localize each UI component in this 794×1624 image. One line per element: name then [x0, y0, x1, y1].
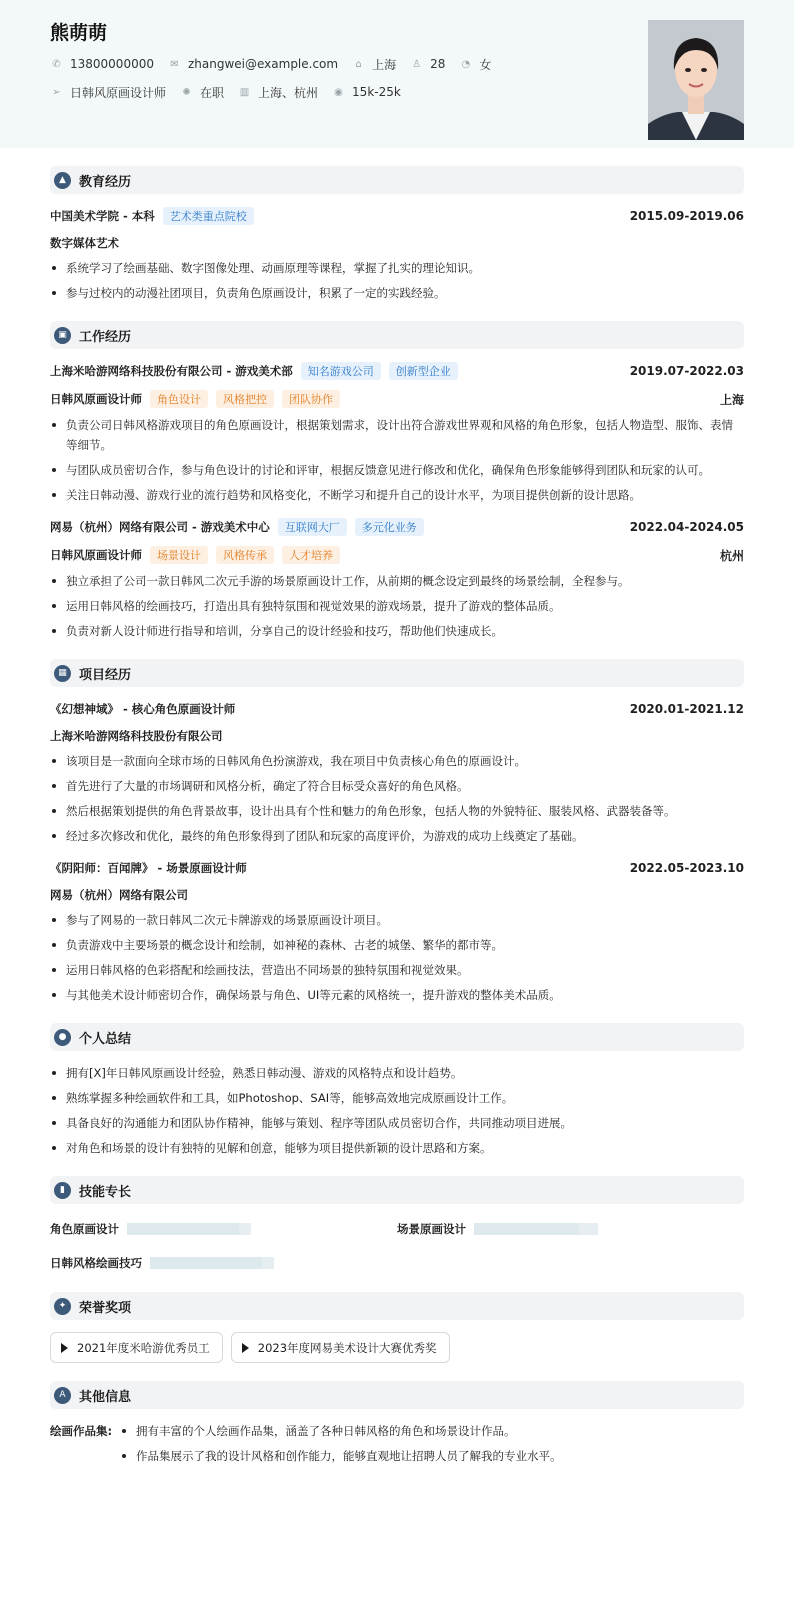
role: 日韩风原画设计师: [50, 392, 142, 406]
section-title: 技能专长: [79, 1184, 132, 1200]
list-item: 该项目是一款面向全球市场的日韩风角色扮演游戏，我在项目中负责核心角色的原画设计。: [50, 751, 744, 771]
school: 中国美术学院 - 本科: [50, 209, 155, 223]
gender-icon: ◔: [461, 58, 471, 70]
company-tag: 知名游戏公司: [301, 362, 381, 380]
candidate-name: 熊萌萌: [50, 22, 108, 44]
profile-photo: [648, 20, 744, 140]
list-item: 具备良好的沟通能力和团队协作精神，能够与策划、程序等团队成员密切合作，共同推动项目进展。: [50, 1113, 744, 1133]
phone: 13800000000: [70, 57, 154, 71]
summary-list: [50, 1063, 744, 1158]
company: 网易（杭州）网络有限公司 - 游戏美术中心: [50, 520, 270, 534]
list-item: 与团队成员密切合作，参与角色设计的讨论和评审，根据反馈意见进行修改和优化，确保角色形象能够得到团队和玩家的认可。: [50, 460, 744, 480]
list-item: 负责对新人设计师进行指导和培训，分享自己的设计经验和技巧，帮助他们快速成长。: [50, 621, 744, 641]
company-tag: 互联网大厂: [278, 518, 347, 536]
skill-item: [50, 1218, 397, 1240]
other-info: [50, 1421, 744, 1471]
project-company: 网易（杭州）网络有限公司: [50, 888, 188, 902]
age-icon: ♙: [412, 58, 422, 70]
role-tag: 场景设计: [150, 546, 208, 564]
work-entry: [50, 515, 744, 641]
role: 日韩风原画设计师: [50, 548, 142, 562]
role-tag: 风格把控: [216, 390, 274, 408]
work-location: 上海: [719, 392, 744, 407]
project-entry: [50, 697, 744, 846]
project-date: 2020.01-2021.12: [629, 702, 744, 716]
list-item: 对角色和场景的设计有独特的见解和创意，能够为项目提供新颖的设计思路和方案。: [50, 1138, 744, 1158]
skill-item: [397, 1218, 744, 1240]
list-item: 与其他美术设计师密切合作，确保场景与角色、UI等元素的风格统一，提升游戏的整体美术品质。: [50, 985, 744, 1005]
section-education: [50, 166, 744, 194]
list-item: 经过多次修改和优化，最终的角色形象得到了团队和玩家的高度评价，为游戏的成功上线奠定了基础。: [50, 826, 744, 846]
edu-date: 2015.09-2019.06: [629, 209, 744, 223]
major: 数字媒体艺术: [50, 236, 119, 250]
grid-icon: ▦: [54, 665, 71, 682]
project-entry: [50, 856, 744, 1005]
section-skills: [50, 1176, 744, 1204]
section-work: [50, 321, 744, 349]
work-date: 2019.07-2022.03: [629, 364, 744, 378]
skill-fill: [474, 1223, 579, 1235]
award-icon: ✦: [54, 1298, 71, 1315]
phone-icon: ✆: [52, 58, 61, 70]
skill-fill: [127, 1223, 239, 1235]
work-location: 杭州: [719, 548, 744, 563]
list-item: 运用日韩风格的绘画技巧，打造出具有独特氛围和视觉效果的游戏场景，提升了游戏的整体品质。: [50, 596, 744, 616]
project-company: 上海米哈游网络科技股份有限公司: [50, 729, 223, 743]
contact-row: [50, 52, 744, 76]
list-item: 系统学习了绘画基础、数字图像处理、动画原理等课程，掌握了扎实的理论知识。: [50, 258, 744, 278]
section-summary: [50, 1023, 744, 1051]
building-icon: ▥: [239, 86, 250, 98]
job-intent-row: [50, 80, 744, 104]
section-awards: [50, 1292, 744, 1320]
section-title: 个人总结: [79, 1031, 132, 1047]
list-item: 运用日韩风格的色彩搭配和绘画技法，营造出不同场景的独特氛围和视觉效果。: [50, 960, 744, 980]
company-tag: 多元化业务: [355, 518, 424, 536]
role-tag: 人才培养: [282, 546, 340, 564]
skill-item: [50, 1252, 397, 1274]
list-item: 参与了网易的一款日韩风二次元卡牌游戏的场景原画设计项目。: [50, 910, 744, 930]
role-tag: 团队协作: [282, 390, 340, 408]
project-title: 《阴阳师：百闻牌》 - 场景原画设计师: [50, 861, 247, 875]
other-label: 绘画作品集:: [50, 1424, 113, 1438]
list-item: 熟练掌握多种绘画软件和工具，如Photoshop、SAI等，能够高效地完成原画设计工作。: [50, 1088, 744, 1108]
email: zhangwei@example.com: [187, 57, 339, 71]
list-item: 然后根据策划提供的角色背景故事，设计出具有个性和魅力的角色形象，包括人物的外貌特征、服装风格、武器装备等。: [50, 801, 744, 821]
list-item: 拥有[X]年日韩风原画设计经验，熟悉日韩动漫、游戏的风格特点和设计趋势。: [50, 1063, 744, 1083]
resume-body: [0, 166, 794, 1471]
target-city: 上海、杭州: [258, 85, 319, 100]
play-icon: [242, 1343, 249, 1353]
section-title: 工作经历: [79, 329, 132, 345]
role-tag: 角色设计: [150, 390, 208, 408]
list-item: 参与过校内的动漫社团项目，负责角色原画设计，积累了一定的实践经验。: [50, 283, 744, 303]
status: 在职: [200, 85, 225, 100]
send-icon: ➢: [52, 86, 61, 98]
section-title: 项目经历: [79, 667, 132, 683]
section-title: 荣誉奖项: [79, 1300, 132, 1316]
project-date: 2022.05-2023.10: [629, 861, 744, 875]
role-tag: 风格传承: [216, 546, 274, 564]
city: 上海: [372, 57, 397, 72]
skill-bar: [150, 1257, 274, 1269]
age: 28: [430, 57, 446, 71]
play-icon: [61, 1343, 68, 1353]
education-entry: [50, 204, 744, 303]
list-item: 关注日韩动漫、游戏行业的流行趋势和风格变化，不断学习和提升自己的设计水平，为项目提供创新的设计思路。: [50, 485, 744, 505]
skill-bar: [127, 1223, 251, 1235]
info-icon: A: [54, 1387, 71, 1404]
company: 上海米哈游网络科技股份有限公司 - 游戏美术部: [50, 364, 293, 378]
award-item[interactable]: [231, 1332, 450, 1363]
skill-name: 日韩风格绘画技巧: [50, 1256, 142, 1270]
resume-header: [0, 0, 794, 148]
salary: 15k-25k: [352, 85, 401, 99]
list-item: 首先进行了大量的市场调研和风格分析，确定了符合目标受众喜好的角色风格。: [50, 776, 744, 796]
skill-bar: [474, 1223, 598, 1235]
graduation-cap-icon: ▲: [54, 172, 71, 189]
work-date: 2022.04-2024.05: [629, 520, 744, 534]
skill-name: 场景原画设计: [397, 1222, 466, 1236]
award-label: 2021年度米哈游优秀员工: [77, 1340, 210, 1355]
awards-list: [50, 1332, 744, 1363]
home-icon: ⌂: [355, 58, 362, 70]
company-tag: 创新型企业: [389, 362, 458, 380]
bar-chart-icon: ▮: [54, 1182, 71, 1199]
position: 日韩风原画设计师: [70, 85, 167, 100]
award-label: 2023年度网易美术设计大赛优秀奖: [257, 1340, 437, 1355]
list-item: 拥有丰富的个人绘画作品集，涵盖了各种日韩风格的角色和场景设计作品。: [120, 1421, 562, 1441]
salary-icon: ◉: [334, 86, 343, 98]
list-item: 负责公司日韩风格游戏项目的角色原画设计，根据策划需求，设计出符合游戏世界观和风格的角色形象，包括人物造型、服饰、表情等细节。: [50, 415, 744, 455]
list-item: 作品集展示了我的设计风格和创作能力，能够直观地让招聘人员了解我的专业水平。: [120, 1446, 562, 1466]
gender: 女: [479, 57, 492, 72]
skills-list: [50, 1218, 744, 1286]
person-icon: ●: [54, 1029, 71, 1046]
school-tag: 艺术类重点院校: [163, 207, 254, 225]
briefcase-icon: ▣: [54, 327, 71, 344]
status-icon: ✺: [182, 86, 191, 98]
list-item: 独立承担了公司一款日韩风二次元手游的场景原画设计工作，从前期的概念设定到最终的场景绘制，全程参与。: [50, 571, 744, 591]
work-entry: [50, 359, 744, 505]
section-projects: [50, 659, 744, 687]
skill-fill: [150, 1257, 262, 1269]
section-title: 教育经历: [79, 174, 132, 190]
list-item: 负责游戏中主要场景的概念设计和绘制，如神秘的森林、古老的城堡、繁华的都市等。: [50, 935, 744, 955]
section-other: [50, 1381, 744, 1409]
skill-name: 角色原画设计: [50, 1222, 119, 1236]
mail-icon: ✉: [170, 58, 179, 70]
project-title: 《幻想神域》 - 核心角色原画设计师: [50, 702, 236, 716]
award-item[interactable]: [50, 1332, 223, 1363]
section-title: 其他信息: [79, 1389, 132, 1405]
